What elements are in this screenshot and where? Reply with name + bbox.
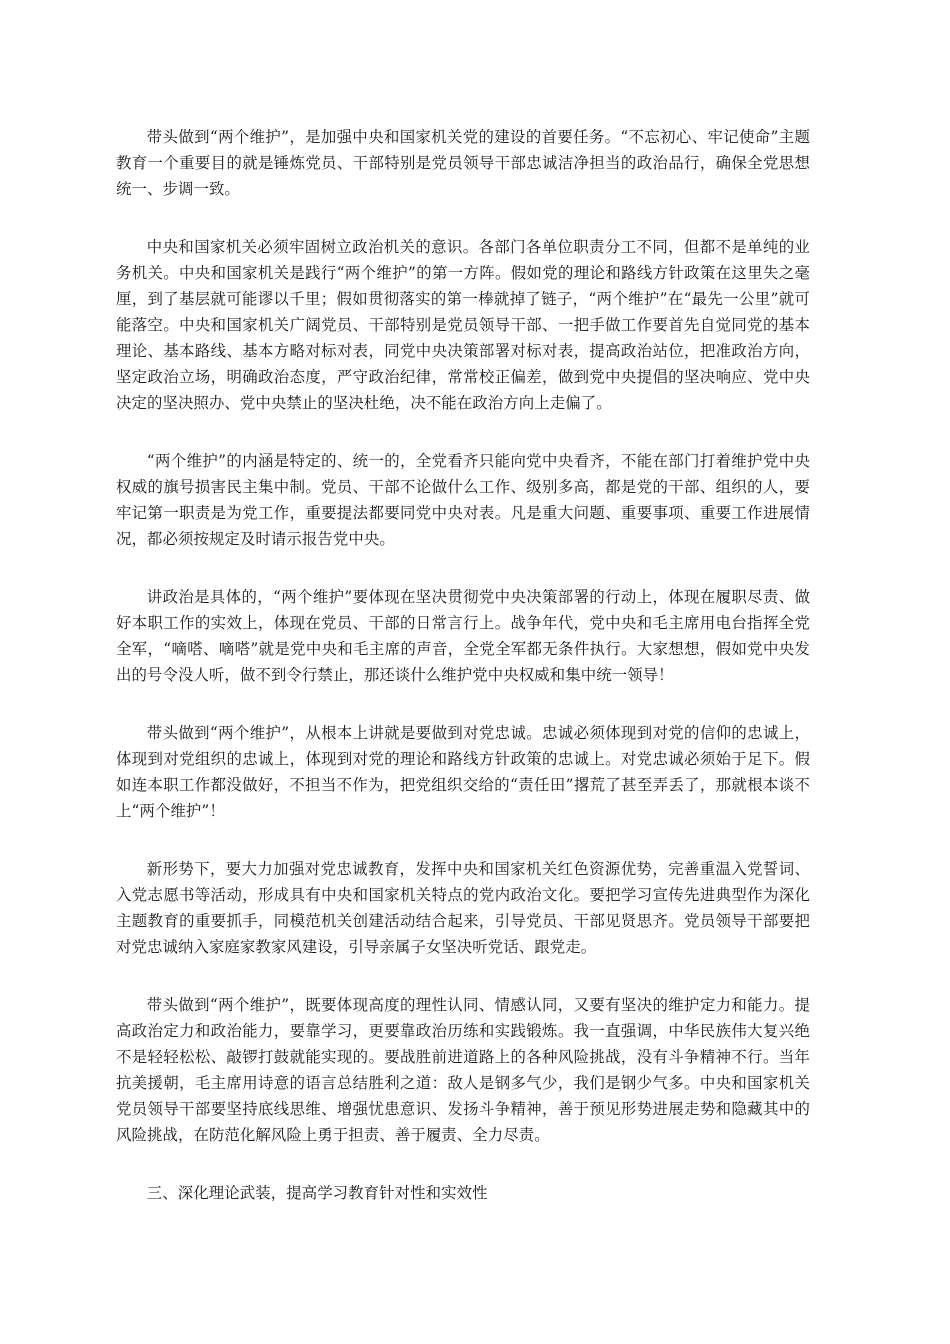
paragraph-3: “两个维护”的内涵是特定的、统一的，全党看齐只能向党中央看齐，不能在部门打着维护党中央权威的旗号损害民主集中制。党员、干部不论做什么工作、级别多高，都是党的干部、组织的人，要牢记第一职责是为党工作，重要提法都要同党中央对表。凡是重大问题、重要事项、重要工作进展情况，都必须按规定及时请示报告党中央。	[116, 452, 810, 548]
paragraph-5: 带头做到“两个维护”，从根本上讲就是要做到对党忠诚。忠诚必须体现到对党的信仰的忠诚上，体现到对党组织的忠诚上，体现到对党的理论和路线方针政策的忠诚上。对党忠诚必须始于足下。假如连本职工作都没做好，不担当不作为，把党组织交给的“责任田”撂荒了甚至弄丢了，那就根本谈不上“两个维护”！	[116, 724, 810, 820]
paragraph-7: 带头做到“两个维护”，既要体现高度的理性认同、情感认同，又要有坚决的维护定力和能力。提高政治定力和政治能力，要靠学习，更要靠政治历练和实践锻炼。我一直强调，中华民族伟大复兴绝不是轻轻松松、敲锣打鼓就能实现的。要战胜前进道路上的各种风险挑战，没有斗争精神不行。当年抗美援朝，毛主席用诗意的语言总结胜利之道：敌人是钢多气少，我们是钢少气多。中央和国家机关党员领导干部要坚持底线思维、增强忧患意识、发扬斗争精神，善于预见形势进展走势和隐藏其中的风险挑战，在防范化解风险上勇于担责、善于履责、全力尽责。	[116, 996, 810, 1144]
section-heading: 三、深化理论武装，提高学习教育针对性和实效性	[146, 1184, 488, 1202]
document-body	[116, 124, 810, 1238]
paragraph-2: 中央和国家机关必须牢固树立政治机关的意识。各部门各单位职责分工不同，但都不是单纯的业务机关。中央和国家机关是践行“两个维护”的第一方阵。假如党的理论和路线方针政策在这里失之毫厘，到了基层就可能谬以千里；假如贯彻落实的第一棒就掉了链子，“两个维护”在“最先一公里”就可能落空。中央和国家机关广阔党员、干部特别是党员领导干部、一把手做工作要首先自觉同党的基本理论、基本路线、基本方略对标对表，同党中央决策部署对标对表，提高政治站位，把准政治方向，坚定政治立场，明确政治态度，严守政治纪律，常常校正偏差，做到党中央提倡的坚决响应、党中央决定的坚决照办、党中央禁止的坚决杜绝，决不能在政治方向上走偏了。	[116, 238, 810, 412]
paragraph-6: 新形势下，要大力加强对党忠诚教育，发挥中央和国家机关红色资源优势，完善重温入党誓词、入党志愿书等活动，形成具有中央和国家机关特点的党内政治文化。要把学习宣传先进典型作为深化主题教育的重要抓手，同模范机关创建活动结合起来，引导党员、干部见贤思齐。党员领导干部要把对党忠诚纳入家庭家教家风建设，引导亲属子女坚决听党话、跟党走。	[116, 860, 810, 956]
paragraph-4: 讲政治是具体的，“两个维护”要体现在坚决贯彻党中央决策部署的行动上，体现在履职尽责、做好本职工作的实效上，体现在党员、干部的日常言行上。战争年代，党中央和毛主席用电台指挥全党全军，“嘀嗒、嘀嗒”就是党中央和毛主席的声音，全党全军都无条件执行。大家想想，假如党中央发出的号令没人听，做不到令行禁止，那还谈什么维护党中央权威和集中统一领导！	[116, 588, 810, 684]
paragraph-1: 带头做到“两个维护”，是加强中央和国家机关党的建设的首要任务。“不忘初心、牢记使命”主题教育一个重要目的就是锤炼党员、干部特别是党员领导干部忠诚洁净担当的政治品行，确保全党思想统一、步调一致。	[116, 128, 810, 198]
